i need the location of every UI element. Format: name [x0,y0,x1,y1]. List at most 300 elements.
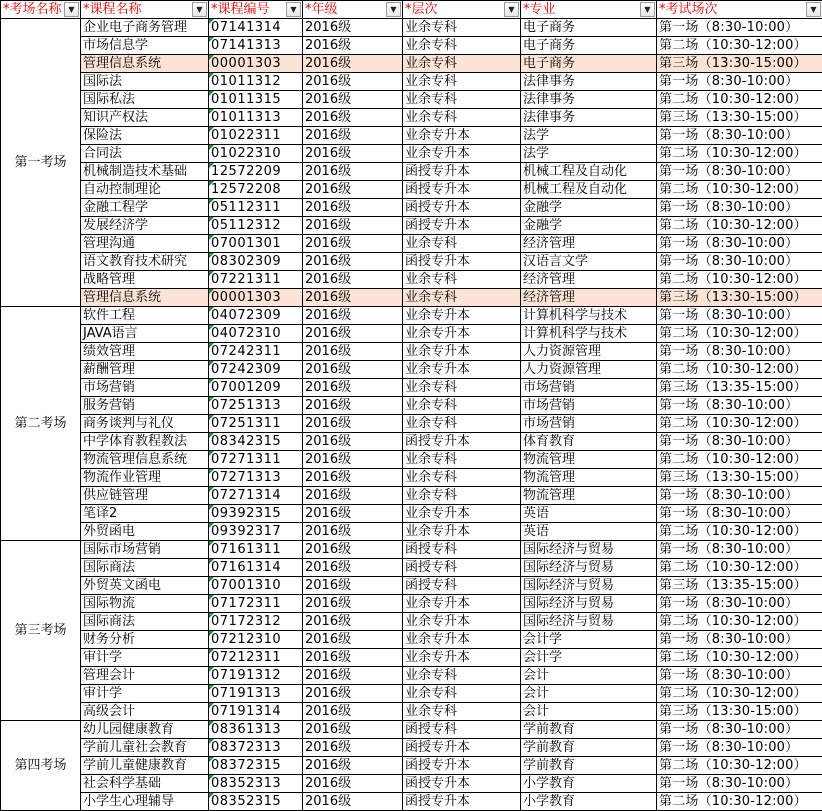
code-cell[interactable]: 07251313 [209,397,303,415]
year-cell[interactable]: 2016级 [303,469,403,487]
table-row [1,55,822,73]
level-cell[interactable]: 业余专升本 [403,307,521,325]
level-cell[interactable]: 业余专升本 [403,505,521,523]
year-cell[interactable]: 2016级 [303,523,403,541]
level-cell[interactable]: 业余专升本 [403,613,521,631]
table-row [1,271,822,289]
course-cell[interactable]: JAVA语言 [81,325,209,343]
year-cell[interactable]: 2016级 [303,343,403,361]
year-cell[interactable]: 2016级 [303,127,403,145]
session-cell[interactable]: 第一场（8:30-10:00） [657,397,822,415]
major-cell[interactable]: 电子商务 [521,19,657,37]
major-cell[interactable]: 体育教育 [521,433,657,451]
year-cell[interactable]: 2016级 [303,55,403,73]
major-cell[interactable]: 电子商务 [521,55,657,73]
level-cell[interactable]: 业余专升本 [403,523,521,541]
session-cell[interactable]: 第一场（8:30-10:00） [657,253,822,271]
course-cell[interactable]: 薪酬管理 [81,361,209,379]
session-cell[interactable]: 第一场（8:30-10:00） [657,505,822,523]
major-cell[interactable]: 会计 [521,685,657,703]
code-cell[interactable]: 05112311 [209,199,303,217]
major-cell[interactable]: 国际经济与贸易 [521,559,657,577]
major-cell[interactable]: 经济管理 [521,235,657,253]
session-cell[interactable]: 第二场（10:30-12:00） [657,685,822,703]
table-row [1,109,822,127]
year-cell[interactable]: 2016级 [303,163,403,181]
code-cell[interactable]: 07001209 [209,379,303,397]
code-cell[interactable]: 07141314 [209,19,303,37]
course-cell[interactable]: 幼儿园健康教育 [81,721,209,739]
course-cell[interactable]: 发展经济学 [81,217,209,235]
code-cell[interactable]: 09392315 [209,505,303,523]
table-row [1,379,822,397]
major-cell[interactable]: 经济管理 [521,271,657,289]
level-cell[interactable]: 业余专科 [403,487,521,505]
major-cell[interactable]: 会计 [521,703,657,721]
year-cell[interactable]: 2016级 [303,667,403,685]
level-cell[interactable]: 业余专升本 [403,631,521,649]
session-cell[interactable]: 第一场（8:30-10:00） [657,541,822,559]
major-cell[interactable]: 学前教育 [521,739,657,757]
table-row [1,127,822,145]
code-cell[interactable]: 07212310 [209,631,303,649]
course-cell[interactable]: 商务谈判与礼仪 [81,415,209,433]
year-cell[interactable]: 2016级 [303,145,403,163]
course-cell[interactable]: 国际商法 [81,559,209,577]
major-cell[interactable]: 小学教育 [521,775,657,793]
course-cell[interactable]: 保险法 [81,127,209,145]
session-cell[interactable]: 第三场（13:30-15:00） [657,55,822,73]
level-cell[interactable]: 业余专科 [403,451,521,469]
level-cell[interactable]: 业余专科 [403,685,521,703]
code-cell[interactable]: 07271311 [209,451,303,469]
session-cell[interactable]: 第二场（10:30-12:00） [657,523,822,541]
session-cell[interactable]: 第二场（10:30-12:00） [657,91,822,109]
major-cell[interactable]: 法学 [521,145,657,163]
year-cell[interactable]: 2016级 [303,487,403,505]
year-cell[interactable]: 2016级 [303,739,403,757]
level-cell[interactable]: 业余专升本 [403,145,521,163]
session-cell[interactable]: 第二场（10:30-12:00） [657,415,822,433]
dropdown-arrow-icon[interactable]: ▼ [386,2,401,17]
session-cell[interactable]: 第三场（13:35-15:00） [657,577,822,595]
table-row [1,235,822,253]
session-cell[interactable]: 第二场（10:30-12:00） [657,649,822,667]
code-cell[interactable]: 07161311 [209,541,303,559]
code-cell[interactable]: 07161314 [209,559,303,577]
header-course-label: *课程名称 [83,2,142,17]
year-cell[interactable]: 2016级 [303,721,403,739]
session-cell[interactable]: 第一场（8:30-10:00） [657,163,822,181]
dropdown-arrow-icon[interactable]: ▼ [806,2,821,17]
level-cell[interactable]: 函授专科 [403,721,521,739]
level-cell[interactable]: 业余专升本 [403,361,521,379]
session-cell[interactable]: 第一场（8:30-10:00） [657,775,822,793]
major-cell[interactable]: 英语 [521,523,657,541]
level-cell[interactable]: 函授专升本 [403,793,521,811]
session-cell[interactable]: 第三场（13:30-15:00） [657,469,822,487]
major-cell[interactable]: 法律事务 [521,91,657,109]
course-cell[interactable]: 市场信息学 [81,37,209,55]
session-cell[interactable]: 第一场（8:30-10:00） [657,667,822,685]
course-cell[interactable]: 语文教育技术研究 [81,253,209,271]
course-cell[interactable]: 国际商法 [81,613,209,631]
major-cell[interactable]: 市场营销 [521,379,657,397]
course-cell[interactable]: 管理沟通 [81,235,209,253]
level-cell[interactable]: 函授专升本 [403,217,521,235]
major-cell[interactable]: 物流管理 [521,487,657,505]
year-cell[interactable]: 2016级 [303,199,403,217]
table-row [1,667,822,685]
year-cell[interactable]: 2016级 [303,397,403,415]
year-cell[interactable]: 2016级 [303,775,403,793]
session-cell[interactable]: 第三场（13:30-15:00） [657,289,822,307]
session-cell[interactable]: 第一场（8:30-10:00） [657,199,822,217]
year-cell[interactable]: 2016级 [303,253,403,271]
dropdown-arrow-icon[interactable]: ▼ [64,2,79,17]
year-cell[interactable]: 2016级 [303,433,403,451]
session-cell[interactable]: 第二场（10:30-12:00） [657,451,822,469]
session-cell[interactable]: 第二场（10:30-12:00） [657,613,822,631]
dropdown-arrow-icon[interactable]: ▼ [286,2,301,17]
year-cell[interactable]: 2016级 [303,541,403,559]
course-cell[interactable]: 学前儿童健康教育 [81,757,209,775]
header-room[interactable] [1,1,81,19]
course-cell[interactable]: 机械制造技术基础 [81,163,209,181]
year-cell[interactable]: 2016级 [303,91,403,109]
level-cell[interactable]: 业余专科 [403,19,521,37]
level-cell[interactable]: 函授专升本 [403,739,521,757]
level-cell[interactable]: 函授专科 [403,559,521,577]
session-cell[interactable]: 第一场（8:30-10:00） [657,631,822,649]
table-row [1,703,822,721]
code-cell[interactable]: 08352313 [209,775,303,793]
level-cell[interactable]: 业余专科 [403,73,521,91]
code-cell[interactable]: 12572209 [209,163,303,181]
code-cell[interactable]: 08342315 [209,433,303,451]
major-cell[interactable]: 学前教育 [521,721,657,739]
session-cell[interactable]: 第一场（8:30-10:00） [657,235,822,253]
year-cell[interactable]: 2016级 [303,577,403,595]
course-cell[interactable]: 合同法 [81,145,209,163]
major-cell[interactable]: 国际经济与贸易 [521,541,657,559]
major-cell[interactable]: 电子商务 [521,37,657,55]
year-cell[interactable]: 2016级 [303,235,403,253]
course-cell[interactable]: 管理信息系统 [81,289,209,307]
major-cell[interactable]: 计算机科学与技术 [521,307,657,325]
code-cell[interactable]: 01011312 [209,73,303,91]
level-cell[interactable]: 业余专升本 [403,325,521,343]
course-cell[interactable]: 物流管理信息系统 [81,451,209,469]
level-cell[interactable]: 业余专科 [403,37,521,55]
major-cell[interactable]: 金融学 [521,199,657,217]
year-cell[interactable]: 2016级 [303,613,403,631]
level-cell[interactable]: 函授专升本 [403,163,521,181]
table-row [1,37,822,55]
year-cell[interactable]: 2016级 [303,181,403,199]
header-session[interactable] [657,1,822,19]
code-cell[interactable]: 08372313 [209,739,303,757]
course-cell[interactable]: 笔译2 [81,505,209,523]
major-cell[interactable]: 法律事务 [521,73,657,91]
year-cell[interactable]: 2016级 [303,631,403,649]
year-cell[interactable]: 2016级 [303,73,403,91]
code-cell[interactable]: 07271314 [209,487,303,505]
code-cell[interactable]: 04072310 [209,325,303,343]
level-cell[interactable]: 业余专科 [403,235,521,253]
level-cell[interactable]: 业余专升本 [403,343,521,361]
session-cell[interactable]: 第二场（10:30-12:00） [657,559,822,577]
major-cell[interactable]: 法律事务 [521,109,657,127]
header-major-label: *专业 [523,2,556,17]
course-cell[interactable]: 审计学 [81,685,209,703]
header-year[interactable] [303,1,403,19]
course-cell[interactable]: 服务营销 [81,397,209,415]
header-year-label: *年级 [305,2,338,17]
level-cell[interactable]: 业余专科 [403,703,521,721]
session-cell[interactable]: 第一场（8:30-10:00） [657,343,822,361]
course-cell[interactable]: 企业电子商务管理 [81,19,209,37]
code-cell[interactable]: 01011315 [209,91,303,109]
code-cell[interactable]: 07191312 [209,667,303,685]
major-cell[interactable]: 会计学 [521,631,657,649]
dropdown-arrow-icon[interactable]: ▼ [504,2,519,17]
code-cell[interactable]: 07271313 [209,469,303,487]
major-cell[interactable]: 会计学 [521,649,657,667]
course-cell[interactable]: 自动控制理论 [81,181,209,199]
level-cell[interactable]: 业余专科 [403,91,521,109]
code-cell[interactable]: 07001310 [209,577,303,595]
year-cell[interactable]: 2016级 [303,271,403,289]
level-cell[interactable]: 业余专升本 [403,649,521,667]
level-cell[interactable]: 业余专科 [403,667,521,685]
header-major[interactable] [521,1,657,19]
code-cell[interactable]: 08302309 [209,253,303,271]
course-cell[interactable]: 物流作业管理 [81,469,209,487]
code-cell[interactable]: 12572208 [209,181,303,199]
major-cell[interactable]: 会计 [521,667,657,685]
course-cell[interactable]: 知识产权法 [81,109,209,127]
year-cell[interactable]: 2016级 [303,361,403,379]
course-cell[interactable]: 财务分析 [81,631,209,649]
level-cell[interactable]: 业余专升本 [403,127,521,145]
year-cell[interactable]: 2016级 [303,325,403,343]
room-name-cell[interactable]: 第一考场 [1,19,81,307]
session-cell[interactable]: 第三场（13:35-15:00） [657,379,822,397]
year-cell[interactable]: 2016级 [303,289,403,307]
year-cell[interactable]: 2016级 [303,559,403,577]
course-cell[interactable]: 社会科学基础 [81,775,209,793]
dropdown-arrow-icon[interactable]: ▼ [192,2,207,17]
code-cell[interactable]: 00001303 [209,289,303,307]
level-cell[interactable]: 业余专升本 [403,595,521,613]
course-cell[interactable]: 软件工程 [81,307,209,325]
year-cell[interactable]: 2016级 [303,703,403,721]
code-cell[interactable]: 07242311 [209,343,303,361]
room-name-cell[interactable]: 第四考场 [1,721,81,811]
year-cell[interactable]: 2016级 [303,37,403,55]
year-cell[interactable]: 2016级 [303,217,403,235]
session-cell[interactable]: 第一场（8:30-10:00） [657,487,822,505]
major-cell[interactable]: 国际经济与贸易 [521,595,657,613]
level-cell[interactable]: 函授专升本 [403,757,521,775]
course-cell[interactable]: 金融工程学 [81,199,209,217]
dropdown-arrow-icon[interactable]: ▼ [640,2,655,17]
level-cell[interactable]: 函授专科 [403,541,521,559]
course-cell[interactable]: 战略管理 [81,271,209,289]
session-cell[interactable]: 第一场（8:30-10:00） [657,739,822,757]
code-cell[interactable]: 07141313 [209,37,303,55]
major-cell[interactable]: 物流管理 [521,451,657,469]
major-cell[interactable]: 英语 [521,505,657,523]
major-cell[interactable]: 机械工程及自动化 [521,163,657,181]
session-cell[interactable]: 第一场（8:30-10:00） [657,721,822,739]
table-row [1,253,822,271]
code-cell[interactable]: 08372315 [209,757,303,775]
major-cell[interactable]: 金融学 [521,217,657,235]
course-cell[interactable]: 管理信息系统 [81,55,209,73]
code-cell[interactable]: 07001301 [209,235,303,253]
course-cell[interactable]: 审计学 [81,649,209,667]
major-cell[interactable]: 经济管理 [521,289,657,307]
course-cell[interactable]: 学前儿童社会教育 [81,739,209,757]
year-cell[interactable]: 2016级 [303,307,403,325]
table-row [1,505,822,523]
code-cell[interactable]: 07191313 [209,685,303,703]
major-cell[interactable]: 人力资源管理 [521,343,657,361]
code-cell[interactable]: 07212311 [209,649,303,667]
session-cell[interactable]: 第二场（10:30-12:00） [657,181,822,199]
level-cell[interactable]: 函授专升本 [403,199,521,217]
major-cell[interactable]: 学前教育 [521,757,657,775]
level-cell[interactable]: 业余专科 [403,397,521,415]
year-cell[interactable]: 2016级 [303,685,403,703]
room-name-cell[interactable]: 第三考场 [1,541,81,721]
level-cell[interactable]: 业余专科 [403,469,521,487]
year-cell[interactable]: 2016级 [303,505,403,523]
session-cell[interactable]: 第二场（10:30-12:00） [657,271,822,289]
major-cell[interactable]: 市场营销 [521,397,657,415]
session-cell[interactable]: 第三场（13:30-15:00） [657,109,822,127]
year-cell[interactable]: 2016级 [303,19,403,37]
course-cell[interactable]: 市场营销 [81,379,209,397]
year-cell[interactable]: 2016级 [303,415,403,433]
header-room-label: *考场名称 [3,2,62,17]
table-row [1,793,822,811]
code-cell[interactable]: 07172312 [209,613,303,631]
course-cell[interactable]: 国际法 [81,73,209,91]
major-cell[interactable]: 小学教育 [521,793,657,811]
level-cell[interactable]: 函授专升本 [403,253,521,271]
code-cell[interactable]: 01022310 [209,145,303,163]
code-cell[interactable]: 05112312 [209,217,303,235]
session-cell[interactable]: 第一场（8:30-10:00） [657,433,822,451]
year-cell[interactable]: 2016级 [303,379,403,397]
code-cell[interactable]: 08352315 [209,793,303,811]
code-cell[interactable]: 01022311 [209,127,303,145]
year-cell[interactable]: 2016级 [303,649,403,667]
header-course[interactable] [81,1,209,19]
major-cell[interactable]: 机械工程及自动化 [521,181,657,199]
level-cell[interactable]: 业余专科 [403,379,521,397]
year-cell[interactable]: 2016级 [303,757,403,775]
session-cell[interactable]: 第二场（10:30-12:00） [657,217,822,235]
code-cell[interactable]: 09392317 [209,523,303,541]
session-cell[interactable]: 第一场（8:30-10:00） [657,19,822,37]
course-cell[interactable]: 中学体育教程教法 [81,433,209,451]
course-cell[interactable]: 外贸英文函电 [81,577,209,595]
level-cell[interactable]: 业余专科 [403,289,521,307]
level-cell[interactable]: 业余专科 [403,55,521,73]
major-cell[interactable]: 国际经济与贸易 [521,577,657,595]
code-cell[interactable]: 04072309 [209,307,303,325]
code-cell[interactable]: 07191314 [209,703,303,721]
code-cell[interactable]: 01011313 [209,109,303,127]
code-cell[interactable]: 07221311 [209,271,303,289]
session-cell[interactable]: 第二场（10:30-12:00） [657,757,822,775]
major-cell[interactable]: 物流管理 [521,469,657,487]
header-session-label: *考试场次 [659,2,718,17]
code-cell[interactable]: 07172311 [209,595,303,613]
course-cell[interactable]: 国际市场营销 [81,541,209,559]
session-cell[interactable]: 第一场（8:30-10:00） [657,127,822,145]
major-cell[interactable]: 人力资源管理 [521,361,657,379]
level-cell[interactable]: 函授专升本 [403,775,521,793]
major-cell[interactable]: 计算机科学与技术 [521,325,657,343]
session-cell[interactable]: 第一场（8:30-10:00） [657,73,822,91]
session-cell[interactable]: 第三场（13:30-15:00） [657,703,822,721]
course-cell[interactable]: 绩效管理 [81,343,209,361]
code-cell[interactable]: 07251311 [209,415,303,433]
major-cell[interactable]: 汉语言文学 [521,253,657,271]
header-level[interactable] [403,1,521,19]
code-cell[interactable]: 00001303 [209,55,303,73]
session-cell[interactable]: 第一场（8:30-10:00） [657,595,822,613]
code-cell[interactable]: 08361313 [209,721,303,739]
session-cell[interactable]: 第二场（10:30-12:00） [657,37,822,55]
level-cell[interactable]: 业余专科 [403,415,521,433]
room-name-cell[interactable]: 第二考场 [1,307,81,541]
session-cell[interactable]: 第二场（10:30-12:00） [657,145,822,163]
course-cell[interactable]: 管理会计 [81,667,209,685]
session-cell[interactable]: 第二场（10:30-12:00） [657,325,822,343]
level-cell[interactable]: 函授专科 [403,577,521,595]
level-cell[interactable]: 函授专升本 [403,433,521,451]
year-cell[interactable]: 2016级 [303,793,403,811]
major-cell[interactable]: 市场营销 [521,415,657,433]
year-cell[interactable]: 2016级 [303,451,403,469]
course-cell[interactable]: 国际私法 [81,91,209,109]
level-cell[interactable]: 业余专科 [403,271,521,289]
major-cell[interactable]: 国际经济与贸易 [521,613,657,631]
course-cell[interactable]: 外贸函电 [81,523,209,541]
session-cell[interactable]: 第一场（8:30-10:00） [657,307,822,325]
session-cell[interactable]: 第二场（10:30-12:00） [657,793,822,811]
code-cell[interactable]: 07242309 [209,361,303,379]
course-cell[interactable]: 国际物流 [81,595,209,613]
course-cell[interactable]: 高级会计 [81,703,209,721]
session-cell[interactable]: 第二场（10:30-12:00） [657,361,822,379]
table-row [1,199,822,217]
level-cell[interactable]: 函授专升本 [403,181,521,199]
year-cell[interactable]: 2016级 [303,595,403,613]
header-code[interactable] [209,1,303,19]
level-cell[interactable]: 业余专科 [403,109,521,127]
year-cell[interactable]: 2016级 [303,109,403,127]
major-cell[interactable]: 法学 [521,127,657,145]
course-cell[interactable]: 供应链管理 [81,487,209,505]
course-cell[interactable]: 小学生心理辅导 [81,793,209,811]
